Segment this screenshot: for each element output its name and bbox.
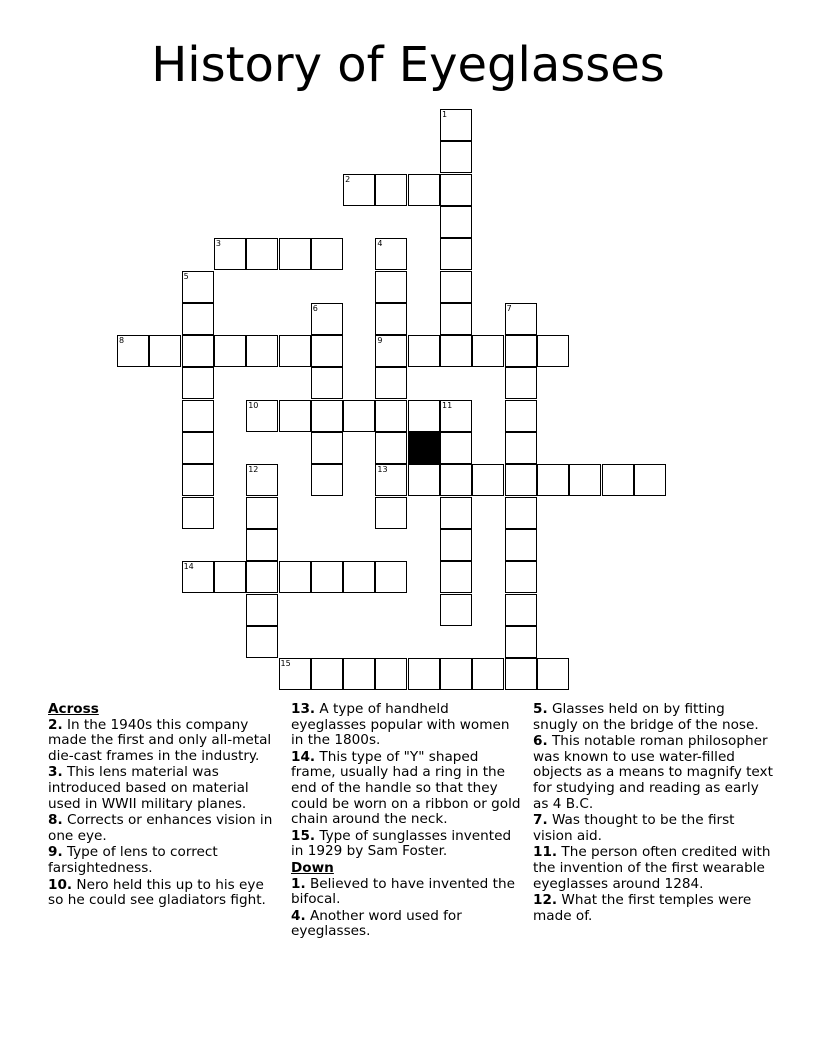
grid-cell[interactable] — [311, 658, 343, 690]
grid-cell[interactable] — [505, 303, 537, 335]
grid-cell[interactable] — [246, 561, 278, 593]
grid-cell[interactable] — [537, 335, 569, 367]
grid-cell[interactable] — [440, 658, 472, 690]
clue — [291, 909, 523, 940]
grid-cell[interactable] — [440, 303, 472, 335]
clue — [533, 734, 773, 812]
clue-text: Type of sunglasses invented in 1929 by Sam Foster. — [291, 827, 512, 860]
cell-number: 1 — [442, 110, 448, 119]
clue — [291, 829, 523, 860]
cell-number: 12 — [248, 465, 259, 475]
grid-cell[interactable] — [311, 238, 343, 270]
clue — [533, 845, 773, 892]
grid-cell[interactable] — [182, 497, 214, 529]
cell-number: 14 — [183, 562, 194, 572]
clue-text: A type of handheld eyeglasses popular with women in the 1800s. — [291, 701, 510, 749]
grid-cell[interactable] — [440, 594, 472, 626]
grid-cell[interactable] — [634, 464, 666, 496]
grid-cell[interactable] — [440, 561, 472, 593]
down-heading: Down — [291, 859, 334, 876]
cell-number: 13 — [377, 465, 388, 475]
grid-cell[interactable] — [440, 206, 472, 238]
clue-text: The person often credited with the invention of the first wearable eyeglasses around 1284. — [533, 844, 771, 892]
clue — [533, 893, 773, 924]
clues-column-3 — [533, 702, 773, 925]
cell-number: 7 — [506, 303, 512, 313]
grid-cell[interactable] — [408, 658, 440, 690]
grid-cell[interactable] — [602, 464, 634, 496]
grid-cell[interactable] — [408, 400, 440, 432]
grid-cell[interactable] — [505, 432, 537, 464]
clue — [48, 813, 280, 844]
grid-cell[interactable] — [440, 238, 472, 270]
grid-cell[interactable] — [246, 464, 278, 496]
grid-cell[interactable] — [505, 400, 537, 432]
clue-text: Type of lens to correct farsightedness. — [48, 844, 218, 876]
grid-cell[interactable] — [440, 335, 472, 367]
grid-cell[interactable] — [343, 561, 375, 593]
grid-cell[interactable] — [182, 367, 214, 399]
clue-text: Corrects or enhances vision in one eye. — [48, 812, 273, 844]
grid-cell[interactable] — [505, 626, 537, 658]
grid-cell[interactable] — [246, 529, 278, 561]
grid-cell[interactable] — [246, 238, 278, 270]
cell-number: 9 — [377, 336, 383, 346]
clue-text: Was thought to be the first vision aid. — [533, 812, 735, 844]
grid-cell[interactable] — [246, 594, 278, 626]
grid-cell[interactable] — [440, 529, 472, 561]
cell-number: 3 — [215, 239, 221, 249]
grid-cell[interactable] — [311, 464, 343, 496]
grid-cell[interactable] — [440, 432, 472, 464]
clue-text: In the 1940s this company made the first and only all-metal die-cast frames in the industry. — [48, 716, 272, 764]
clue-text: Nero held this up to his eye so he could see gladiators fight. — [48, 876, 266, 909]
grid-cell[interactable] — [440, 400, 472, 432]
clue-number: 10. — [48, 876, 73, 893]
clue-number: 11. — [533, 844, 558, 861]
clue — [48, 765, 280, 812]
clue-number: 2. — [48, 716, 63, 733]
clue-number: 9. — [48, 844, 63, 861]
cell-number: 2 — [345, 174, 351, 184]
grid-cell[interactable] — [182, 464, 214, 496]
clue-number: 15. — [291, 827, 316, 844]
clue-number: 8. — [48, 812, 63, 829]
grid-cell[interactable] — [569, 464, 601, 496]
grid-cell[interactable] — [311, 561, 343, 593]
grid-cell[interactable] — [505, 464, 537, 496]
grid-cell[interactable] — [375, 174, 407, 206]
grid-cell[interactable] — [182, 335, 214, 367]
grid-cell[interactable] — [117, 335, 149, 367]
grid-cell[interactable] — [440, 109, 472, 141]
grid-cell[interactable] — [182, 303, 214, 335]
grid-cell[interactable] — [505, 658, 537, 690]
grid-cell[interactable] — [375, 497, 407, 529]
grid-cell[interactable] — [246, 497, 278, 529]
grid-cell[interactable] — [246, 400, 278, 432]
grid-cell[interactable] — [279, 400, 311, 432]
clue-number: 7. — [533, 812, 548, 829]
grid-cell[interactable] — [311, 432, 343, 464]
grid-cell[interactable] — [279, 335, 311, 367]
clue — [48, 845, 280, 876]
grid-cell[interactable] — [182, 561, 214, 593]
grid-cell[interactable] — [375, 335, 407, 367]
clue-text: Glasses held on by fitting snugly on the bridge of the nose. — [533, 701, 759, 733]
grid-cell[interactable] — [375, 561, 407, 593]
grid-cell[interactable] — [182, 400, 214, 432]
grid-cell[interactable] — [472, 464, 504, 496]
grid-cell[interactable] — [246, 626, 278, 658]
cell-number: 4 — [377, 239, 383, 249]
clue-number: 4. — [291, 907, 306, 924]
clue-number: 5. — [533, 701, 548, 717]
clue — [533, 813, 773, 844]
page-title: History of Eyeglasses — [151, 37, 665, 93]
clue-number: 13. — [291, 701, 316, 717]
clue-text: This lens material was introduced based on material used in WWII military planes. — [48, 764, 249, 812]
grid-cell[interactable] — [375, 271, 407, 303]
clue — [48, 878, 280, 909]
grid-cell[interactable] — [343, 658, 375, 690]
grid-cell[interactable] — [408, 335, 440, 367]
grid-cell[interactable] — [375, 367, 407, 399]
grid-cell[interactable] — [505, 335, 537, 367]
grid-cell[interactable] — [505, 497, 537, 529]
clue-number: 12. — [533, 892, 558, 909]
grid-cell[interactable] — [343, 400, 375, 432]
grid-cell[interactable] — [311, 303, 343, 335]
across-heading: Across — [48, 701, 99, 717]
cell-number: 6 — [312, 303, 318, 313]
clue-text: What the first temples were made of. — [533, 892, 752, 924]
clue — [291, 877, 523, 908]
grid-cell[interactable] — [182, 271, 214, 303]
cell-number: 8 — [119, 336, 125, 346]
grid-cell[interactable] — [408, 174, 440, 206]
grid-cell[interactable] — [375, 400, 407, 432]
grid-cell[interactable] — [440, 464, 472, 496]
grid-cell[interactable] — [505, 561, 537, 593]
clue-text: This type of "Y" shaped frame, usually had a ring in the end of the handle so that they could be worn on a ribbon or gold chain around the neck. — [291, 748, 521, 828]
grid-cell[interactable] — [537, 464, 569, 496]
clue-number: 3. — [48, 764, 63, 781]
grid-cell[interactable] — [182, 432, 214, 464]
grid-cell[interactable] — [311, 335, 343, 367]
grid-cell[interactable] — [279, 238, 311, 270]
clue — [48, 718, 280, 765]
grid-cell[interactable] — [149, 335, 181, 367]
grid-cell[interactable] — [440, 271, 472, 303]
grid-cell[interactable] — [505, 529, 537, 561]
grid-cell[interactable] — [537, 658, 569, 690]
grid-cell[interactable] — [375, 658, 407, 690]
clue-text: Believed to have invented the bifocal. — [291, 875, 515, 908]
grid-cell[interactable] — [214, 238, 246, 270]
clues-column-1 — [48, 702, 280, 910]
black-cell — [408, 432, 440, 464]
grid-cell[interactable] — [440, 174, 472, 206]
grid-cell[interactable] — [311, 400, 343, 432]
grid-cell[interactable] — [214, 335, 246, 367]
grid-cell[interactable] — [375, 303, 407, 335]
cell-number: 5 — [183, 271, 189, 281]
grid-cell[interactable] — [311, 367, 343, 399]
grid-cell[interactable] — [214, 561, 246, 593]
grid-cell[interactable] — [472, 658, 504, 690]
clue-text: This notable roman philosopher was known to use water-filled objects as a means to magnify text for studying and reading as early as 4 B.C. — [533, 733, 773, 812]
grid-cell[interactable] — [505, 367, 537, 399]
grid-cell[interactable] — [472, 335, 504, 367]
grid-cell[interactable] — [375, 238, 407, 270]
grid-cell[interactable] — [343, 174, 375, 206]
grid-cell[interactable] — [279, 658, 311, 690]
grid-cell[interactable] — [279, 561, 311, 593]
clue-number: 14. — [291, 748, 316, 765]
clue — [291, 750, 523, 828]
grid-cell[interactable] — [408, 464, 440, 496]
grid-cell[interactable] — [505, 594, 537, 626]
clue-number: 1. — [291, 875, 306, 892]
cell-number: 11 — [442, 400, 453, 410]
clue-text: Another word used for eyeglasses. — [291, 907, 462, 940]
clues-column-2 — [291, 702, 523, 941]
cell-number: 10 — [248, 400, 259, 410]
grid-cell[interactable] — [440, 141, 472, 173]
grid-cell[interactable] — [246, 335, 278, 367]
clue-number: 6. — [533, 733, 548, 750]
cell-number: 15 — [280, 659, 291, 669]
grid-cell[interactable] — [375, 432, 407, 464]
clue — [533, 702, 773, 733]
grid-cell[interactable] — [375, 464, 407, 496]
grid-cell[interactable] — [440, 497, 472, 529]
clue — [291, 702, 523, 749]
